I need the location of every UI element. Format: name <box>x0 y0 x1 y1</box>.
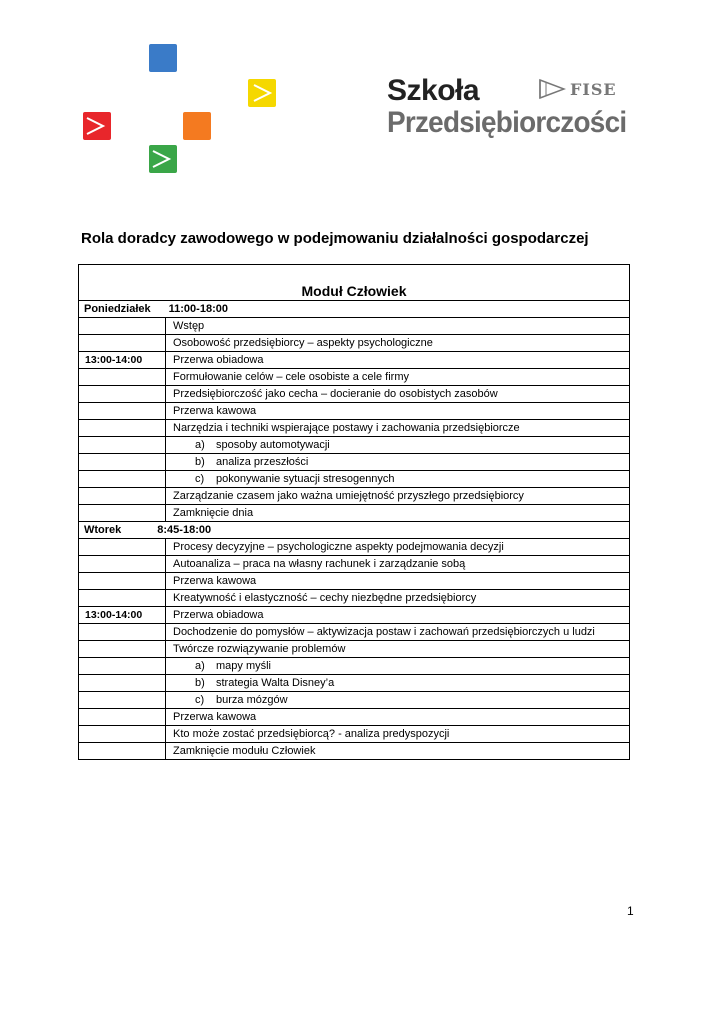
table-row <box>79 726 630 743</box>
activity: Przerwa obiadowa <box>166 352 630 369</box>
list-marker: a) <box>195 660 205 672</box>
table-row <box>79 437 630 454</box>
list-marker: b) <box>195 677 205 689</box>
list-marker: c) <box>195 694 205 706</box>
day-label: Poniedziałek <box>84 303 151 315</box>
brand-title: Szkoła <box>387 74 480 107</box>
activity: Przerwa kawowa <box>166 709 630 726</box>
table-row <box>79 658 630 675</box>
logo-square-blue <box>148 43 178 73</box>
table-row <box>79 471 630 488</box>
activity: Przerwa obiadowa <box>166 607 630 624</box>
activity: Twórcze rozwiązywanie problemów <box>166 641 630 658</box>
flag-icon <box>538 78 566 100</box>
activity: Zarządzanie czasem jako ważna umiejętność przyszłego przedsiębiorcy <box>166 488 630 505</box>
logo-square-red <box>82 111 112 141</box>
module-title: Moduł Człowiek <box>79 265 630 301</box>
table-row <box>79 590 630 607</box>
module-header-row <box>79 265 630 301</box>
activity: Formułowanie celów – cele osobiste a cele firmy <box>166 369 630 386</box>
activity: Kreatywność i elastyczność – cechy niezbędne przedsiębiorcy <box>166 590 630 607</box>
activity: Autoanaliza – praca na własny rachunek i zarządzanie sobą <box>166 556 630 573</box>
table-row <box>79 454 630 471</box>
page-number: 1 <box>627 904 634 918</box>
activity: Osobowość przedsiębiorcy – aspekty psychologiczne <box>166 335 630 352</box>
activity: Przerwa kawowa <box>166 403 630 420</box>
table-row <box>79 607 630 624</box>
table-row <box>79 488 630 505</box>
activity: Przerwa kawowa <box>166 573 630 590</box>
table-row <box>79 675 630 692</box>
activity: Narzędzia i techniki wspierające postawy i zachowania przedsiębiorcze <box>166 420 630 437</box>
logo-square-green <box>148 144 178 174</box>
activity: Przedsiębiorczość jako cecha – docieranie do osobistych zasobów <box>166 386 630 403</box>
table-row <box>79 369 630 386</box>
document-title: Rola doradcy zawodowego w podejmowaniu działalności gospodarczej <box>81 230 589 247</box>
list-marker: b) <box>195 456 205 468</box>
logo-square-orange <box>182 111 212 141</box>
table-row <box>79 556 630 573</box>
sub-activity: analiza przeszłości <box>216 456 309 468</box>
table-row <box>79 539 630 556</box>
activity: Procesy decyzyjne – psychologiczne aspekty podejmowania decyzji <box>166 539 630 556</box>
sub-activity: sposoby automotywacji <box>216 439 330 451</box>
table-row <box>79 743 630 760</box>
time-slot: 13:00-14:00 <box>79 607 166 624</box>
activity: Kto może zostać przedsiębiorcą? - analiza predyspozycji <box>166 726 630 743</box>
time-slot: 13:00-14:00 <box>79 352 166 369</box>
day-header-row <box>79 301 630 318</box>
day-time: 11:00-18:00 <box>168 303 228 315</box>
brand-subtitle: Przedsiębiorczości <box>387 106 627 139</box>
table-row <box>79 709 630 726</box>
activity: Zamknięcie dnia <box>166 505 630 522</box>
day-header-row <box>79 522 630 539</box>
partner-name: FISE <box>570 79 617 99</box>
list-marker: c) <box>195 473 205 485</box>
sub-activity: mapy myśli <box>216 660 272 672</box>
table-row <box>79 573 630 590</box>
table-row <box>79 318 630 335</box>
table-row <box>79 403 630 420</box>
activity: Dochodzenie do pomysłów – aktywizacja postaw i zachowań przedsiębiorczych u ludzi <box>166 624 630 641</box>
sub-activity: strategia Walta Disney’a <box>216 677 335 689</box>
day-label: Wtorek <box>84 524 122 536</box>
table-row <box>79 624 630 641</box>
list-marker: a) <box>195 439 205 451</box>
activity: Wstęp <box>166 318 630 335</box>
table-row <box>79 420 630 437</box>
table-row <box>79 335 630 352</box>
partner-logo <box>538 78 617 100</box>
table-row <box>79 352 630 369</box>
table-row <box>79 692 630 709</box>
table-row <box>79 641 630 658</box>
sub-activity: pokonywanie sytuacji stresogennych <box>216 473 395 485</box>
table-row <box>79 386 630 403</box>
activity: Zamknięcie modułu Człowiek <box>166 743 630 760</box>
table-row <box>79 505 630 522</box>
logo-square-yellow <box>247 78 277 108</box>
schedule-table <box>78 264 630 760</box>
day-time: 8:45-18:00 <box>157 524 212 536</box>
sub-activity: burza mózgów <box>216 694 288 706</box>
